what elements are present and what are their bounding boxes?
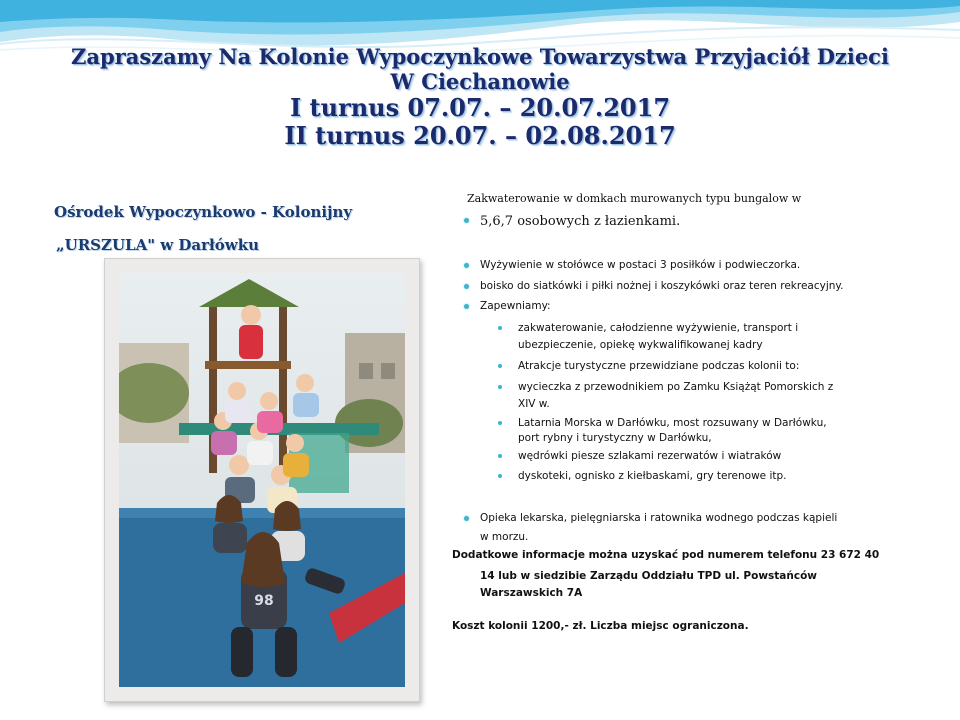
list-item-we-provide: Zapewniamy:	[480, 300, 551, 312]
care-line-2: w morzu.	[480, 531, 529, 543]
subitem-attractions: Atrakcje turystyczne przewidziane podczas kolonii to:	[518, 360, 800, 372]
title-line-3: I turnus 07.07. – 20.07.2017	[289, 93, 671, 122]
subitem-care-line-1: zakwaterowanie, całodzienne wyżywienie, transport i	[518, 322, 799, 334]
subitem-lighthouse-line-1: Latarnia Morska w Darłówku, most rozsuwany w Darłówku,	[518, 417, 827, 429]
accommodation-line-1: Zakwaterowanie w domkach murowanych typu bungalow w	[467, 192, 802, 205]
title-line-4: II turnus 20.07. – 02.08.2017	[284, 121, 676, 150]
subitem-hiking: wędrówki piesze szlakami rezerwatów i wiatraków	[518, 450, 782, 462]
list-item-sports-field: boisko do siatkówki i piłki nożnej i koszykówki oraz teren rekreacyjny.	[480, 280, 844, 292]
resort-name-line-2: „URSZULA" w Darłówku	[56, 236, 260, 254]
title-line-1: Zapraszamy Na Kolonie Wypoczynkowe Towarzystwa Przyjaciół Dzieci	[71, 44, 889, 69]
group-photo	[119, 273, 405, 687]
subitem-disco: dyskoteki, ognisko z kiełbaskami, gry terenowe itp.	[518, 470, 787, 482]
subitem-lighthouse-line-2: port rybny i turystyczny w Darłówku,	[518, 432, 712, 444]
photo-frame	[104, 258, 420, 702]
contact-line-3: Warszawskich 7A	[480, 587, 583, 599]
list-item-meals: Wyżywienie w stołówce w postaci 3 posiłków i podwieczorka.	[480, 259, 801, 271]
subitem-castle-line-2: XIV w.	[518, 398, 550, 410]
page-title	[20, 44, 940, 150]
cost-note: Koszt kolonii 1200,- zł. Liczba miejsc ograniczona.	[452, 620, 749, 632]
subitem-care-line-2: ubezpieczenie, opiekę wykwalifikowanej kadry	[518, 339, 763, 351]
shirt-number: 98	[254, 593, 274, 609]
contact-line-1: Dodatkowe informacje można uzyskać pod numerem telefonu 23 672 40	[452, 549, 880, 561]
contact-line-2: 14 lub w siedzibie Zarządu Oddziału TPD ul. Powstańców	[480, 570, 817, 582]
title-line-2: W Ciechanowie	[390, 69, 570, 94]
care-line-1: Opieka lekarska, pielęgniarska i ratownika wodnego podczas kąpieli	[480, 512, 838, 524]
subitem-castle-line-1: wycieczka z przewodnikiem po Zamku Książąt Pomorskich z	[518, 381, 834, 393]
accommodation-line-2: 5,6,7 osobowych z łazienkami.	[480, 214, 681, 229]
resort-name-line-1: Ośrodek Wypoczynkowo - Kolonijny	[54, 203, 353, 221]
